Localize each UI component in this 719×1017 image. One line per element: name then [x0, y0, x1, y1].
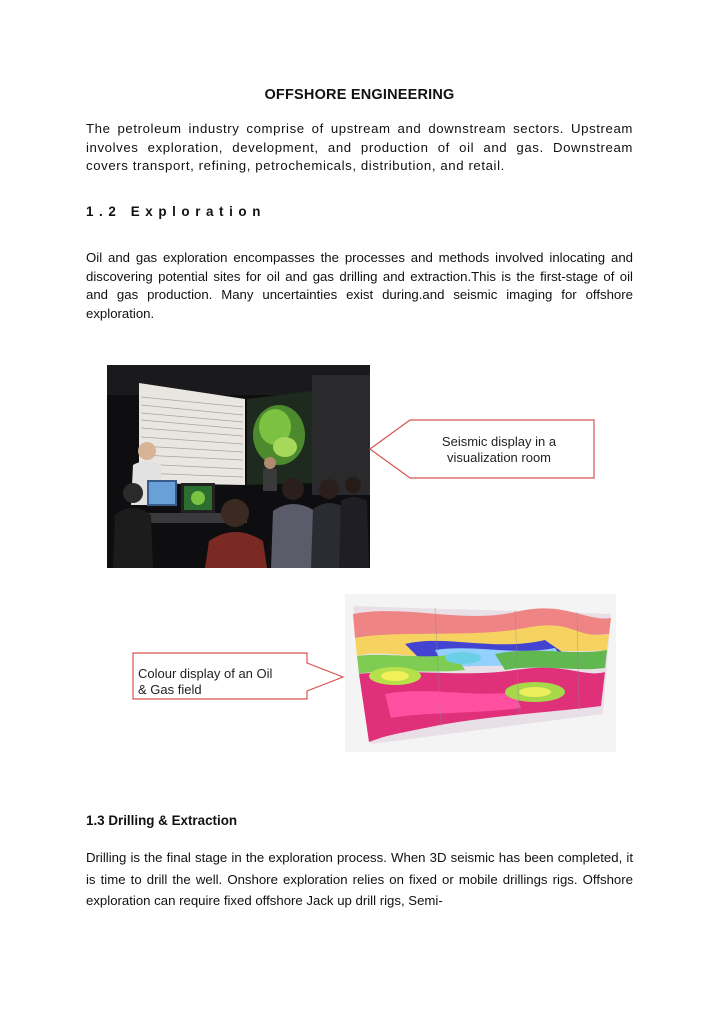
colour-callout-text: Colour display of an Oil & Gas field: [138, 666, 273, 697]
intro-paragraph: The petroleum industry comprise of upstream and downstream sectors. Upstream involves exploration, development, and production of oil and gas. Downstream covers transport, refining, petrochemicals, distribution, and retail.: [86, 121, 633, 174]
drilling-paragraph: Drilling is the final stage in the exploration process. When 3D seismic has been completed, it is time to drill the well. Onshore exploration relies on fixed or mobile drillings rigs. Offshore exploration can require fixed offshore Jack up drill rigs, Semi-: [86, 850, 633, 908]
document-title: OFFSHORE ENGINEERING: [264, 87, 455, 103]
seismic-callout-text: Seismic display in a visualization room: [441, 434, 557, 465]
exploration-paragraph: Oil and gas exploration encompasses the processes and methods involved inlocating and discovering potential sites for oil and gas drilling and extraction.This is the first-stage of oil and gas production. Many uncertainties exist during.and seismic imaging for offshore exploration.: [86, 250, 633, 321]
colour-display-photo: [345, 594, 616, 752]
visualization-room-photo: [107, 365, 370, 568]
section-heading-drilling: 1.3 Drilling & Extraction: [86, 813, 238, 828]
section-heading-exploration: 1.2 Exploration: [86, 204, 266, 219]
